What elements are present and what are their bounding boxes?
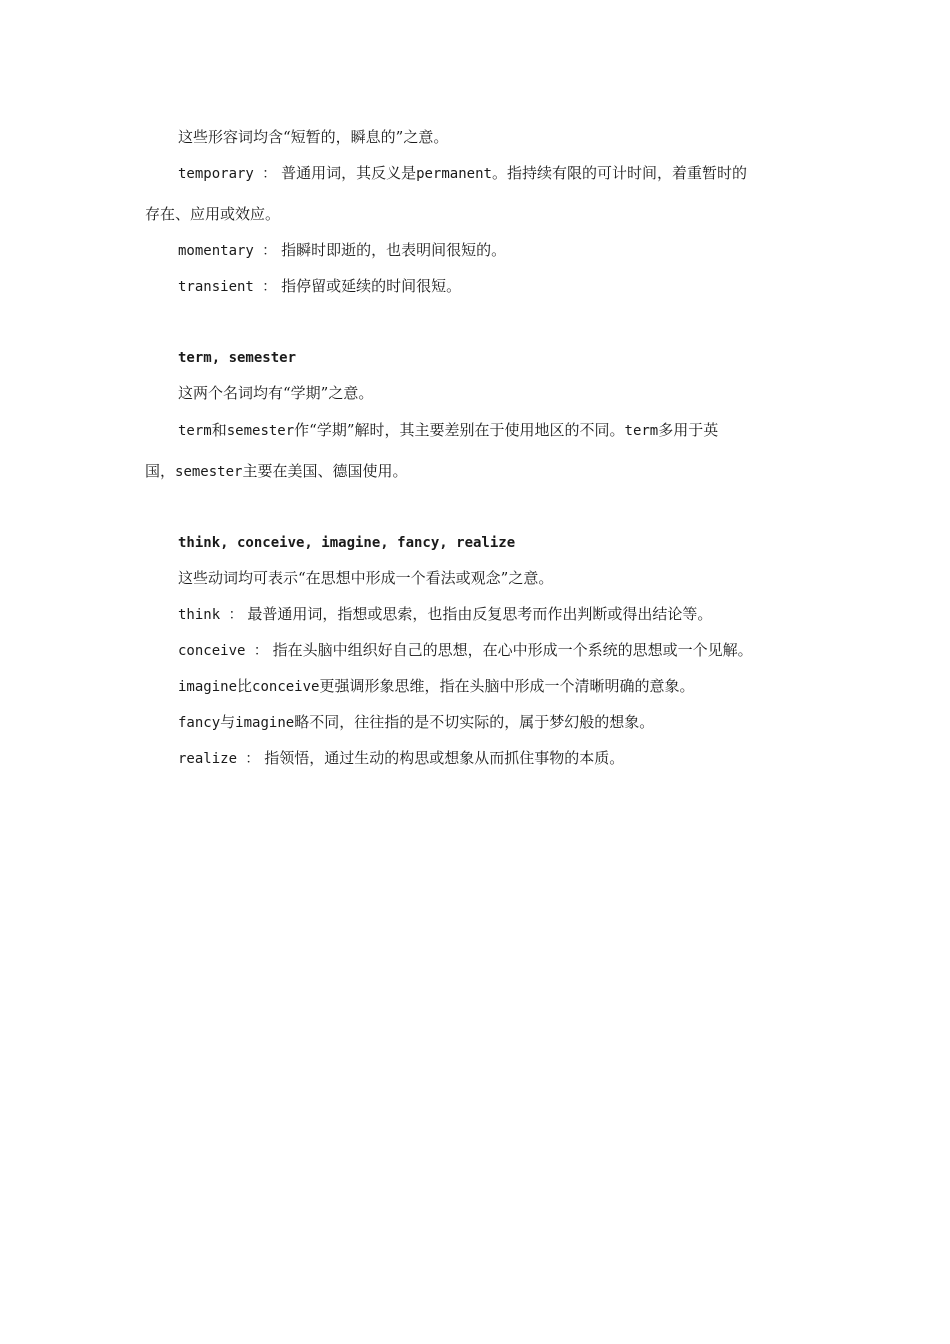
- section2-heading: term, semester: [178, 350, 297, 366]
- section3-intro: 这些动词均可表示“在思想中形成一个看法或观念”之意。: [178, 569, 554, 587]
- term-semester: semester: [226, 423, 295, 439]
- section3-heading: think, conceive, imagine, fancy, realize: [178, 535, 516, 551]
- term-semester-definition: term和semester作“学期”解时，其主要差别在于使用地区的不同。term多用于英: [178, 421, 719, 439]
- think-definition: think ： 最普通用词，指想或思索，也指由反复思考而作出判断或得出结论等。: [178, 605, 713, 623]
- section2-intro: 这两个名词均有“学期”之意。: [178, 384, 374, 402]
- realize-definition: realize ： 指领悟，通过生动的构思或想象从而抓住事物的本质。: [178, 749, 625, 767]
- term-semester-definition-cont: 国，semester主要在美国、德国使用。: [145, 462, 408, 480]
- term-transient: transient ：: [178, 279, 277, 295]
- term-semester-2: semester: [175, 464, 243, 480]
- term-conceive: conceive ：: [178, 643, 268, 659]
- imagine-definition: imagine比conceive更强调形象思维，指在头脑中形成一个清晰明确的意象。: [178, 677, 695, 695]
- fancy-definition: fancy与imagine略不同，往往指的是不切实际的，属于梦幻般的想象。: [178, 713, 655, 731]
- term-conceive-2: conceive: [252, 679, 320, 695]
- term-imagine-2: imagine: [235, 715, 295, 731]
- transient-definition: transient ： 指停留或延续的时间很短。: [178, 277, 462, 295]
- temporary-definition: temporary ： 普通用词，其反义是permanent。指持续有限的可计时间，着重暂时的: [178, 164, 747, 182]
- conceive-definition: conceive ： 指在头脑中组织好自己的思想，在心中形成一个系统的思想或一个见解。: [178, 641, 753, 659]
- term-imagine: imagine: [178, 679, 238, 695]
- temporary-definition-cont: 存在、应用或效应。: [145, 205, 281, 223]
- momentary-definition: momentary ： 指瞬时即逝的，也表明间很短的。: [178, 241, 507, 259]
- term-momentary: momentary ：: [178, 243, 277, 259]
- section1-intro: 这些形容词均含“短暂的，瞬息的”之意。: [178, 128, 449, 146]
- term-term-2: term: [624, 423, 659, 439]
- term-temporary: temporary ：: [178, 166, 277, 182]
- term-realize: realize ：: [178, 751, 260, 767]
- term-think: think ：: [178, 607, 243, 623]
- term-term: term: [178, 423, 212, 439]
- term-fancy: fancy: [178, 715, 221, 731]
- term-permanent: permanent: [416, 166, 492, 182]
